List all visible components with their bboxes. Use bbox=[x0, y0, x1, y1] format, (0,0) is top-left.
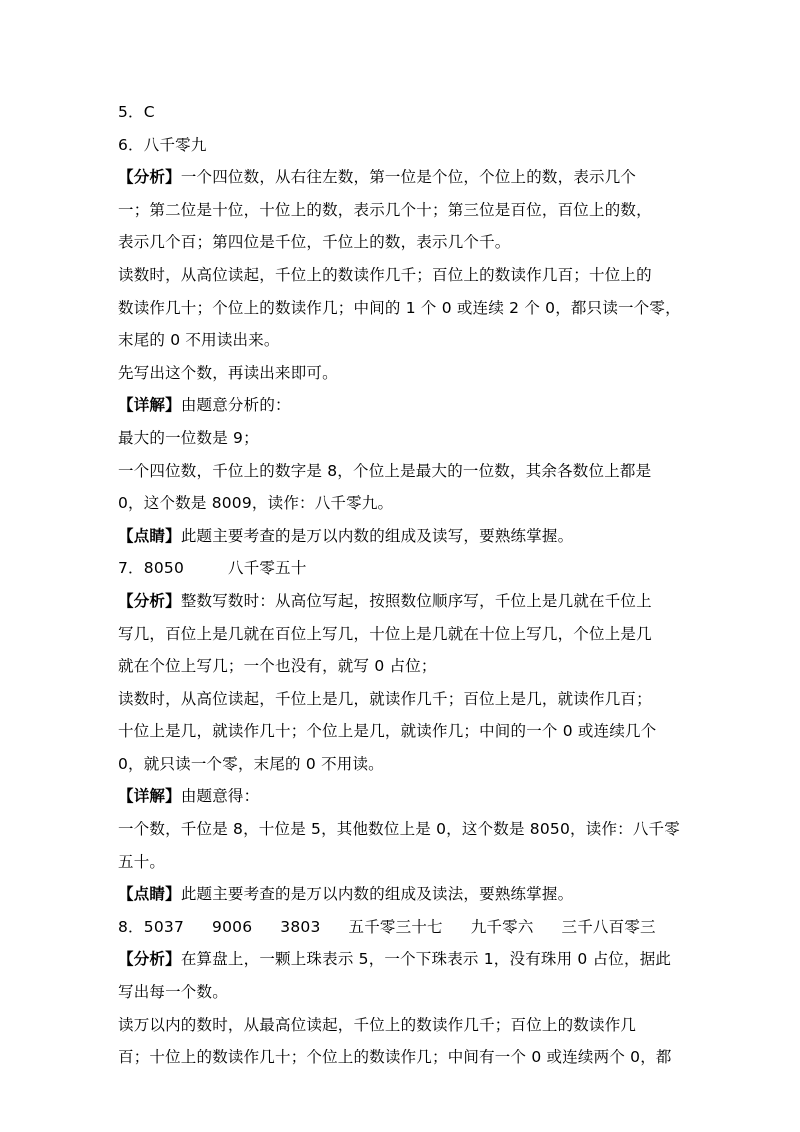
text-line bbox=[118, 1009, 698, 1042]
text-line bbox=[118, 422, 698, 455]
text-run: 0，就只读一个零，末尾的 0 不用读。 bbox=[118, 754, 384, 773]
text-line bbox=[118, 226, 698, 259]
text-run: 在算盘上，一颗上珠表示 5，一个下珠表示 1，没有珠用 0 占位，据此 bbox=[180, 950, 672, 969]
text-run: 表示几个百；第四位是千位，千位上的数，表示几个千。 bbox=[118, 233, 511, 252]
text-line bbox=[118, 943, 698, 976]
text-run: 三千八百零三 bbox=[561, 917, 656, 936]
text-run: 整数写数时：从高位写起，按照数位顺序写，千位上是几就在千位上 bbox=[180, 591, 652, 610]
text-run: 6．八千零九 bbox=[118, 135, 207, 154]
text-run: 一；第二位是十位，十位上的数，表示几个十；第三位是百位，百位上的数， bbox=[118, 200, 652, 219]
text-line bbox=[118, 683, 698, 716]
text-line bbox=[118, 585, 698, 618]
text-line bbox=[118, 1041, 698, 1074]
text-run: 八千零五十 bbox=[228, 559, 307, 578]
text-run: 5．C bbox=[118, 103, 155, 121]
text-run: 7．8050 bbox=[118, 559, 185, 578]
text-run: 就在个位上写几；一个也没有，就写 0 占位； bbox=[118, 657, 437, 676]
text-run: 由题意分析的： bbox=[180, 396, 291, 415]
text-line bbox=[118, 487, 698, 520]
text-line bbox=[118, 650, 698, 683]
section-label: 【分析】 bbox=[118, 591, 181, 610]
text-line bbox=[118, 748, 698, 781]
section-label: 【点睛】 bbox=[118, 526, 181, 545]
text-run: 先写出这个数，再读出来即可。 bbox=[118, 363, 338, 382]
text-run: 读数时，从高位读起，千位上的数读作几千；百位上的数读作几百；十位上的 bbox=[118, 265, 652, 284]
text-run: 由题意得： bbox=[180, 787, 260, 806]
text-run: 九千零六 bbox=[470, 917, 534, 936]
section-label: 【点睛】 bbox=[118, 885, 181, 904]
text-run: 写出每一个数。 bbox=[118, 983, 228, 1002]
text-line bbox=[118, 520, 698, 553]
section-label: 【详解】 bbox=[118, 396, 181, 415]
text-line bbox=[118, 324, 698, 357]
text-line bbox=[118, 618, 698, 651]
text-run: 8．5037 bbox=[118, 917, 185, 936]
text-run: 末尾的 0 不用读出来。 bbox=[118, 331, 280, 350]
text-line bbox=[118, 813, 698, 846]
text-line bbox=[118, 878, 698, 911]
text-run: 9006 bbox=[212, 917, 253, 936]
answer-document bbox=[118, 96, 698, 1074]
text-line bbox=[118, 259, 698, 292]
text-run: 五千零三十七 bbox=[348, 917, 443, 936]
text-line bbox=[118, 976, 698, 1009]
section-label: 【详解】 bbox=[118, 787, 181, 806]
text-run: 数读作几十；个位上的数读作几；中间的 1 个 0 或连续 2 个 0，都只读一个零， bbox=[118, 298, 681, 317]
text-line bbox=[118, 194, 698, 227]
text-run: 读万以内的数时，从最高位读起，千位上的数读作几千；百位上的数读作几 bbox=[118, 1015, 637, 1034]
text-run: 写几，百位上是几就在百位上写几，十位上是几就在十位上写几，个位上是几 bbox=[118, 624, 652, 643]
text-run: 一个数，千位是 8，十位是 5，其他数位上是 0，这个数是 8050，读作：八千零 bbox=[118, 820, 680, 839]
text-run: 读数时，从高位读起，千位上是几，就读作几千；百位上是几，就读作几百； bbox=[118, 689, 652, 708]
text-line bbox=[118, 389, 698, 422]
text-run: 最大的一位数是 9； bbox=[118, 428, 259, 447]
text-run: 百；十位上的数读作几十；个位上的数读作几；中间有一个 0 或连续两个 0，都 bbox=[118, 1048, 672, 1067]
text-line bbox=[118, 161, 698, 194]
text-line bbox=[118, 455, 698, 488]
text-run: 此题主要考查的是万以内数的组成及读写，要熟练掌握。 bbox=[180, 526, 574, 545]
text-run: 一个四位数，千位上的数字是 8，个位上是最大的一位数，其余各数位上都是 bbox=[118, 461, 652, 480]
text-line bbox=[118, 846, 698, 879]
text-run: 十位上是几，就读作几十；个位上是几，就读作几；中间的一个 0 或连续几个 bbox=[118, 722, 657, 741]
text-line bbox=[118, 911, 698, 944]
text-line bbox=[118, 292, 698, 325]
section-label: 【分析】 bbox=[118, 168, 181, 187]
text-line bbox=[118, 357, 698, 390]
text-line bbox=[118, 552, 698, 585]
text-line bbox=[118, 96, 698, 129]
text-line bbox=[118, 129, 698, 162]
text-run: 此题主要考查的是万以内数的组成及读法，要熟练掌握。 bbox=[180, 885, 574, 904]
text-run: 五十。 bbox=[118, 852, 166, 871]
text-run: 0，这个数是 8009，读作：八千零九。 bbox=[118, 494, 394, 513]
text-run: 一个四位数，从右往左数，第一位是个位，个位上的数，表示几个 bbox=[180, 168, 637, 187]
text-line bbox=[118, 780, 698, 813]
text-run: 3803 bbox=[280, 917, 321, 936]
text-line bbox=[118, 715, 698, 748]
section-label: 【分析】 bbox=[118, 950, 181, 969]
